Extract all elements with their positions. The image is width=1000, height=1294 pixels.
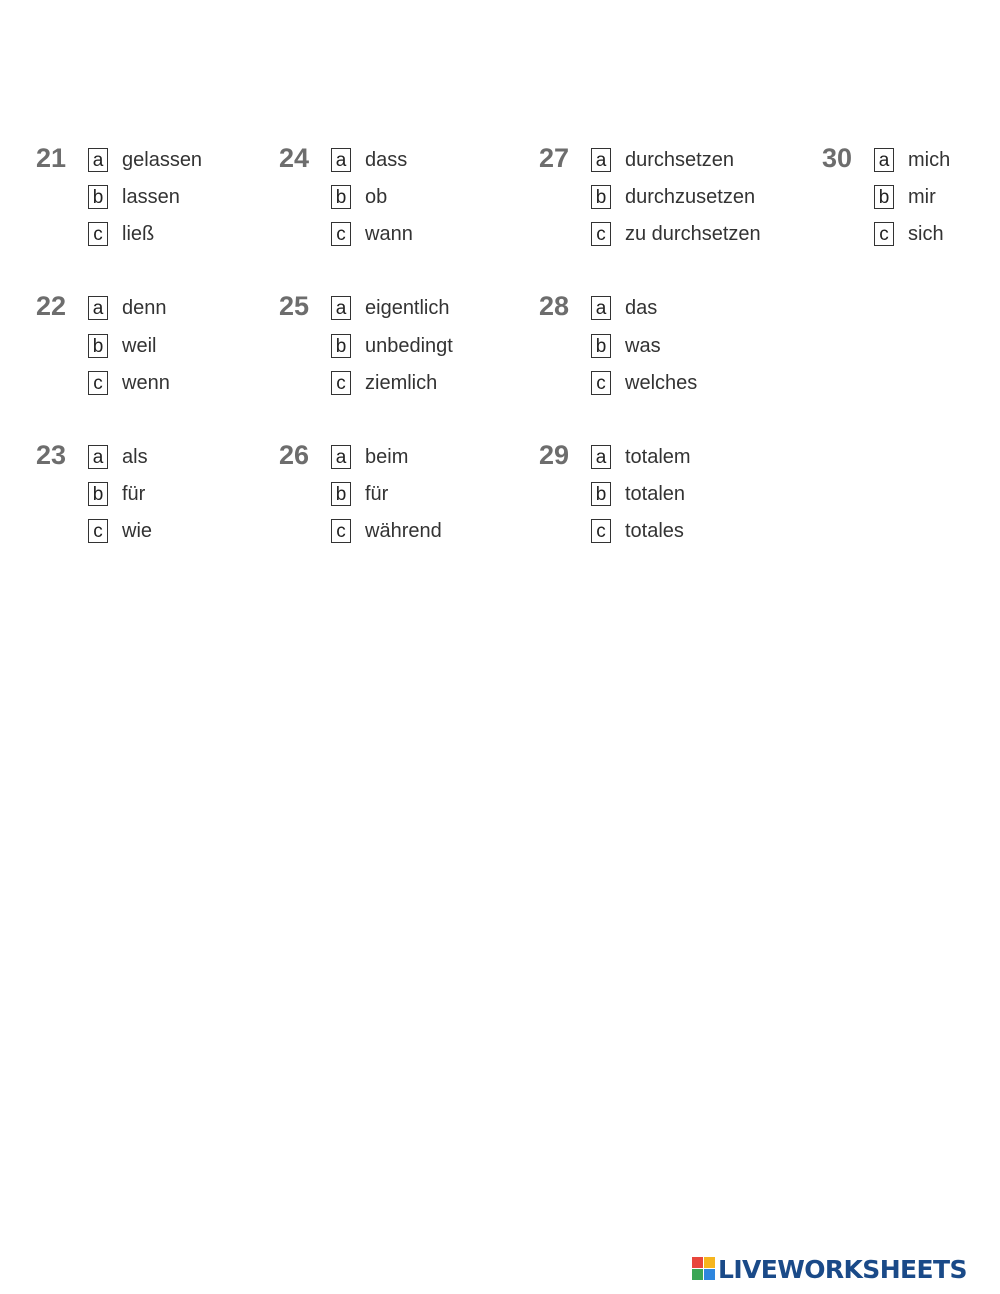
option-text: was [625,334,661,357]
logo-square-icon [692,1257,703,1268]
question-number: 28 [539,291,570,321]
option-a[interactable] [331,295,450,321]
option-c[interactable] [88,518,152,544]
option-b[interactable] [331,333,453,359]
option-a[interactable] [88,147,202,173]
option-a[interactable] [331,444,408,470]
option-b[interactable] [88,184,180,210]
option-text: gelassen [122,148,203,171]
option-text: totalem [625,445,691,468]
option-c[interactable] [331,221,413,247]
option-b[interactable] [874,184,936,210]
option-text: durchzusetzen [625,185,756,208]
option-text: mir [908,185,936,208]
answer-box[interactable]: c [331,371,351,395]
answer-box[interactable]: a [331,148,351,172]
option-c[interactable] [591,518,684,544]
option-c[interactable] [88,370,170,396]
answer-box[interactable]: a [874,148,894,172]
option-b[interactable] [331,184,387,210]
answer-box[interactable]: b [331,334,351,358]
option-a[interactable] [88,295,167,321]
option-text: durchsetzen [625,148,734,171]
option-a[interactable] [874,147,950,173]
answer-box[interactable]: c [591,371,611,395]
answer-box[interactable]: a [331,296,351,320]
option-text: dass [365,148,408,171]
question-number: 24 [279,143,310,173]
question-number: 25 [279,291,310,321]
answer-box[interactable]: b [88,185,108,209]
answer-box[interactable]: b [88,334,108,358]
option-text: wenn [122,371,170,394]
option-text: wie [122,519,153,542]
answer-box[interactable]: c [88,222,108,246]
answer-box[interactable]: b [591,185,611,209]
answer-box[interactable]: c [874,222,894,246]
option-text: ließ [122,222,155,245]
option-text: beim [365,445,409,468]
option-b[interactable] [591,184,755,210]
answer-box[interactable]: c [331,519,351,543]
answer-box[interactable]: b [874,185,894,209]
question-number: 27 [539,143,570,173]
question-number: 23 [36,440,67,470]
option-text: ziemlich [365,371,438,394]
option-b[interactable] [591,481,685,507]
option-text: sich [908,222,944,245]
option-text: lassen [122,185,180,208]
option-text: für [365,482,389,505]
option-text: eigentlich [365,296,450,319]
option-a[interactable] [591,295,657,321]
option-c[interactable] [591,370,697,396]
option-text: während [365,519,442,542]
option-a[interactable] [591,444,691,470]
answer-box[interactable]: a [331,445,351,469]
answer-box[interactable]: b [331,482,351,506]
logo-square-icon [704,1257,715,1268]
answer-box[interactable]: b [88,482,108,506]
answer-box[interactable]: a [88,445,108,469]
question-number: 22 [36,291,67,321]
answer-box[interactable]: c [591,222,611,246]
answer-box[interactable]: a [591,296,611,320]
option-text: als [122,445,148,468]
answer-box[interactable]: b [591,334,611,358]
option-b[interactable] [88,481,145,507]
option-text: unbedingt [365,334,453,357]
option-text: mich [908,148,951,171]
option-c[interactable] [88,221,154,247]
answer-box[interactable]: c [88,371,108,395]
option-c[interactable] [874,221,944,247]
option-text: weil [122,334,157,357]
option-text: totales [625,519,684,542]
answer-box[interactable]: c [88,519,108,543]
option-a[interactable] [88,444,148,470]
answer-box[interactable]: b [331,185,351,209]
option-b[interactable] [591,333,661,359]
logo-square-icon [704,1269,715,1280]
answer-box[interactable]: a [88,296,108,320]
question-number: 26 [279,440,310,470]
option-text: totalen [625,482,686,505]
option-c[interactable] [331,518,442,544]
question-number: 30 [822,143,853,173]
option-text: ob [365,185,388,208]
option-text: welches [625,371,698,394]
option-text: wann [365,222,413,245]
answer-box[interactable]: c [331,222,351,246]
option-text: denn [122,296,167,319]
answer-box[interactable]: a [88,148,108,172]
question-number: 29 [539,440,570,470]
option-text: für [122,482,146,505]
answer-box[interactable]: b [591,482,611,506]
liveworksheets-logo [692,1255,967,1283]
option-text: zu durchsetzen [625,222,761,245]
option-c[interactable] [591,221,761,247]
answer-box[interactable]: c [591,519,611,543]
option-c[interactable] [331,370,437,396]
question-number: 21 [36,143,67,173]
logo-text: LIVEWORKSHEETS [718,1254,967,1284]
option-text: das [625,296,658,319]
option-a[interactable] [331,147,407,173]
answer-box[interactable]: a [591,445,611,469]
option-b[interactable] [331,481,388,507]
answer-box[interactable]: a [591,148,611,172]
option-a[interactable] [591,147,734,173]
option-b[interactable] [88,333,156,359]
logo-square-icon [692,1269,703,1280]
logo-mark-icon [692,1257,716,1281]
